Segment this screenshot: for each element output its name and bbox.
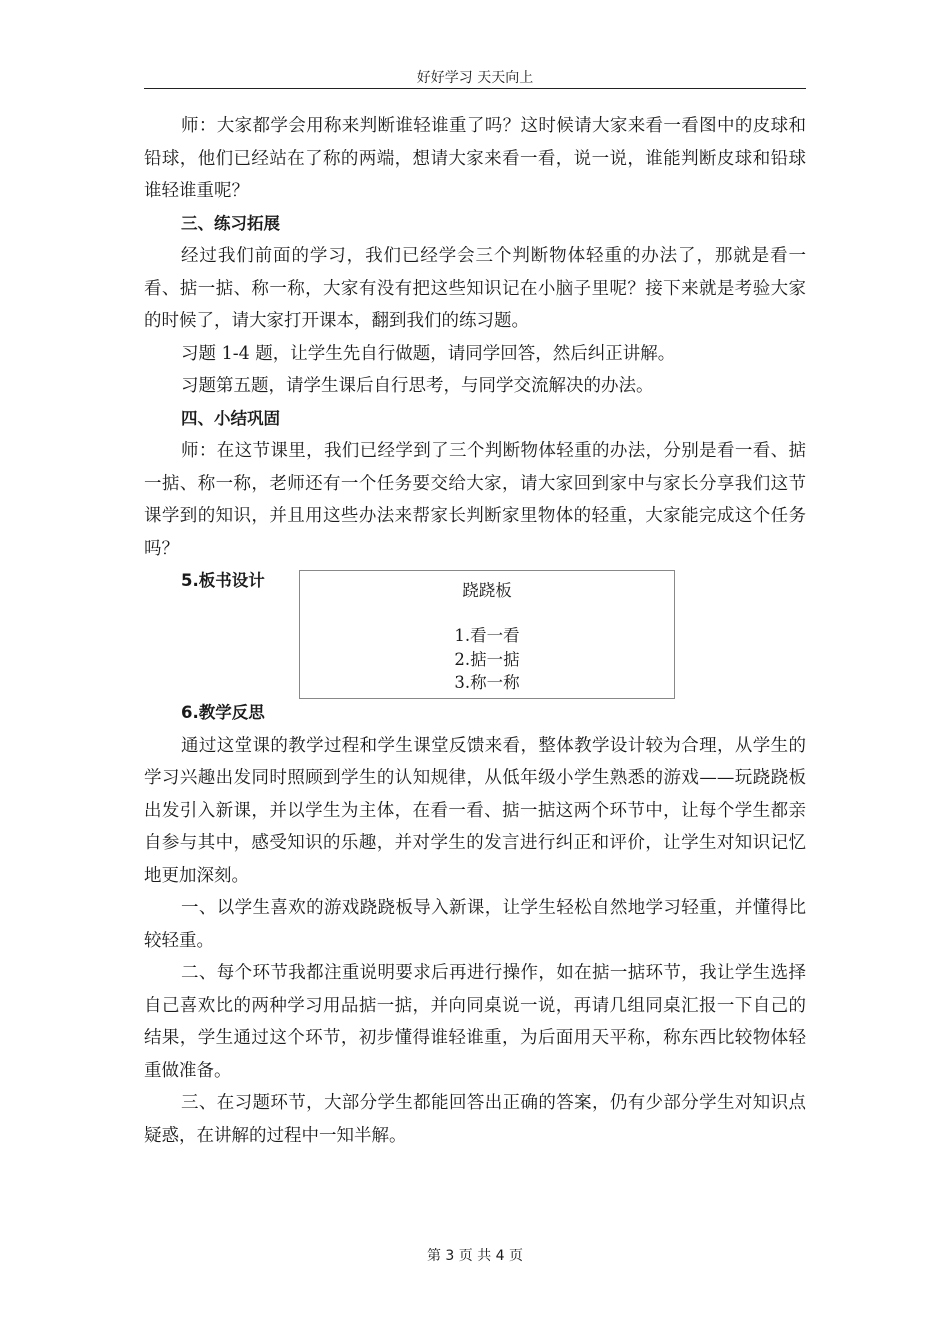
paragraph-practice-3: 习题第五题，请学生课后自行思考，与同学交流解决的办法。 (181, 376, 654, 396)
paragraph-teacher-intro: 师：大家都学会用称来判断谁轻谁重了吗？这时候请大家来看一看图中的皮球和铅球，他们已经站在了称的两端，想请大家来看一看，说一说，谁能判断皮球和铅球谁轻谁重呢？ (144, 116, 806, 201)
heading-summary: 四、小结巩固 (181, 408, 280, 428)
header-divider (144, 88, 806, 89)
heading-board-design: 5.板书设计 (181, 571, 265, 590)
board-item: 3.称一称 (454, 673, 520, 692)
paragraph-reflection-4: 三、在习题环节，大部分学生都能回答出正确的答案，仍有少部分学生对知识点疑惑，在讲解的过程中一知半解。 (144, 1093, 806, 1146)
board-design-section (144, 565, 806, 697)
paragraph-reflection-2: 一、以学生喜欢的游戏跷跷板导入新课，让学生轻松自然地学习轻重，并懂得比较轻重。 (144, 898, 806, 951)
paragraph-practice-2: 习题 1-4 题，让学生先自行做题，请同学回答，然后纠正讲解。 (181, 343, 676, 364)
page-header: 好好学习 天天向上 (416, 70, 534, 86)
paragraph-summary: 师：在这节课里，我们已经学到了三个判断物体轻重的办法，分别是看一看、掂一掂、称一称，老师还有一个任务要交给大家，请大家回到家中与家长分享我们这节课学到的知识，并且用这些办法来帮家长判断家里物体的轻重，大家能完成这个任务吗？ (144, 441, 806, 559)
paragraph-reflection-3: 二、每个环节我都注重说明要求后再进行操作，如在掂一掂环节，我让学生选择自己喜欢比的两种学习用品掂一掂，并向同桌说一说，再请几组同桌汇报一下自己的结果，学生通过这个环节，初步懂得谁轻谁重，为后面用天平称，称东西比较物体轻重做准备。 (144, 963, 806, 1081)
board-item-list (300, 624, 674, 695)
board-item: 1.看一看 (454, 626, 520, 645)
paragraph-reflection-1: 通过这堂课的教学过程和学生课堂反馈来看，整体教学设计较为合理，从学生的学习兴趣出发同时照顾到学生的认知规律，从低年级小学生熟悉的游戏——玩跷跷板出发引入新课，并以学生为主体，在看一看、掂一掂这两个环节中，让每个学生都亲自参与其中，感受知识的乐趣，并对学生的发言进行纠正和评价，让学生对知识记忆地更加深刻。 (144, 735, 806, 886)
board-item: 2.掂一掂 (454, 649, 520, 669)
paragraph-practice-1: 经过我们前面的学习，我们已经学会三个判断物体轻重的办法了，那就是看一看、掂一掂、称一称，大家有没有把这些知识记在小脑子里呢？接下来就是考验大家的时候了，请大家打开课本，翻到我们的练习题。 (144, 246, 806, 331)
board-design-box (299, 570, 675, 699)
heading-reflection: 6.教学反思 (181, 703, 265, 722)
page-footer: 第 3 页 共 4 页 (426, 1248, 524, 1264)
document-body (144, 110, 806, 1152)
board-title: 跷跷板 (462, 581, 512, 600)
heading-practice: 三、练习拓展 (181, 213, 280, 233)
